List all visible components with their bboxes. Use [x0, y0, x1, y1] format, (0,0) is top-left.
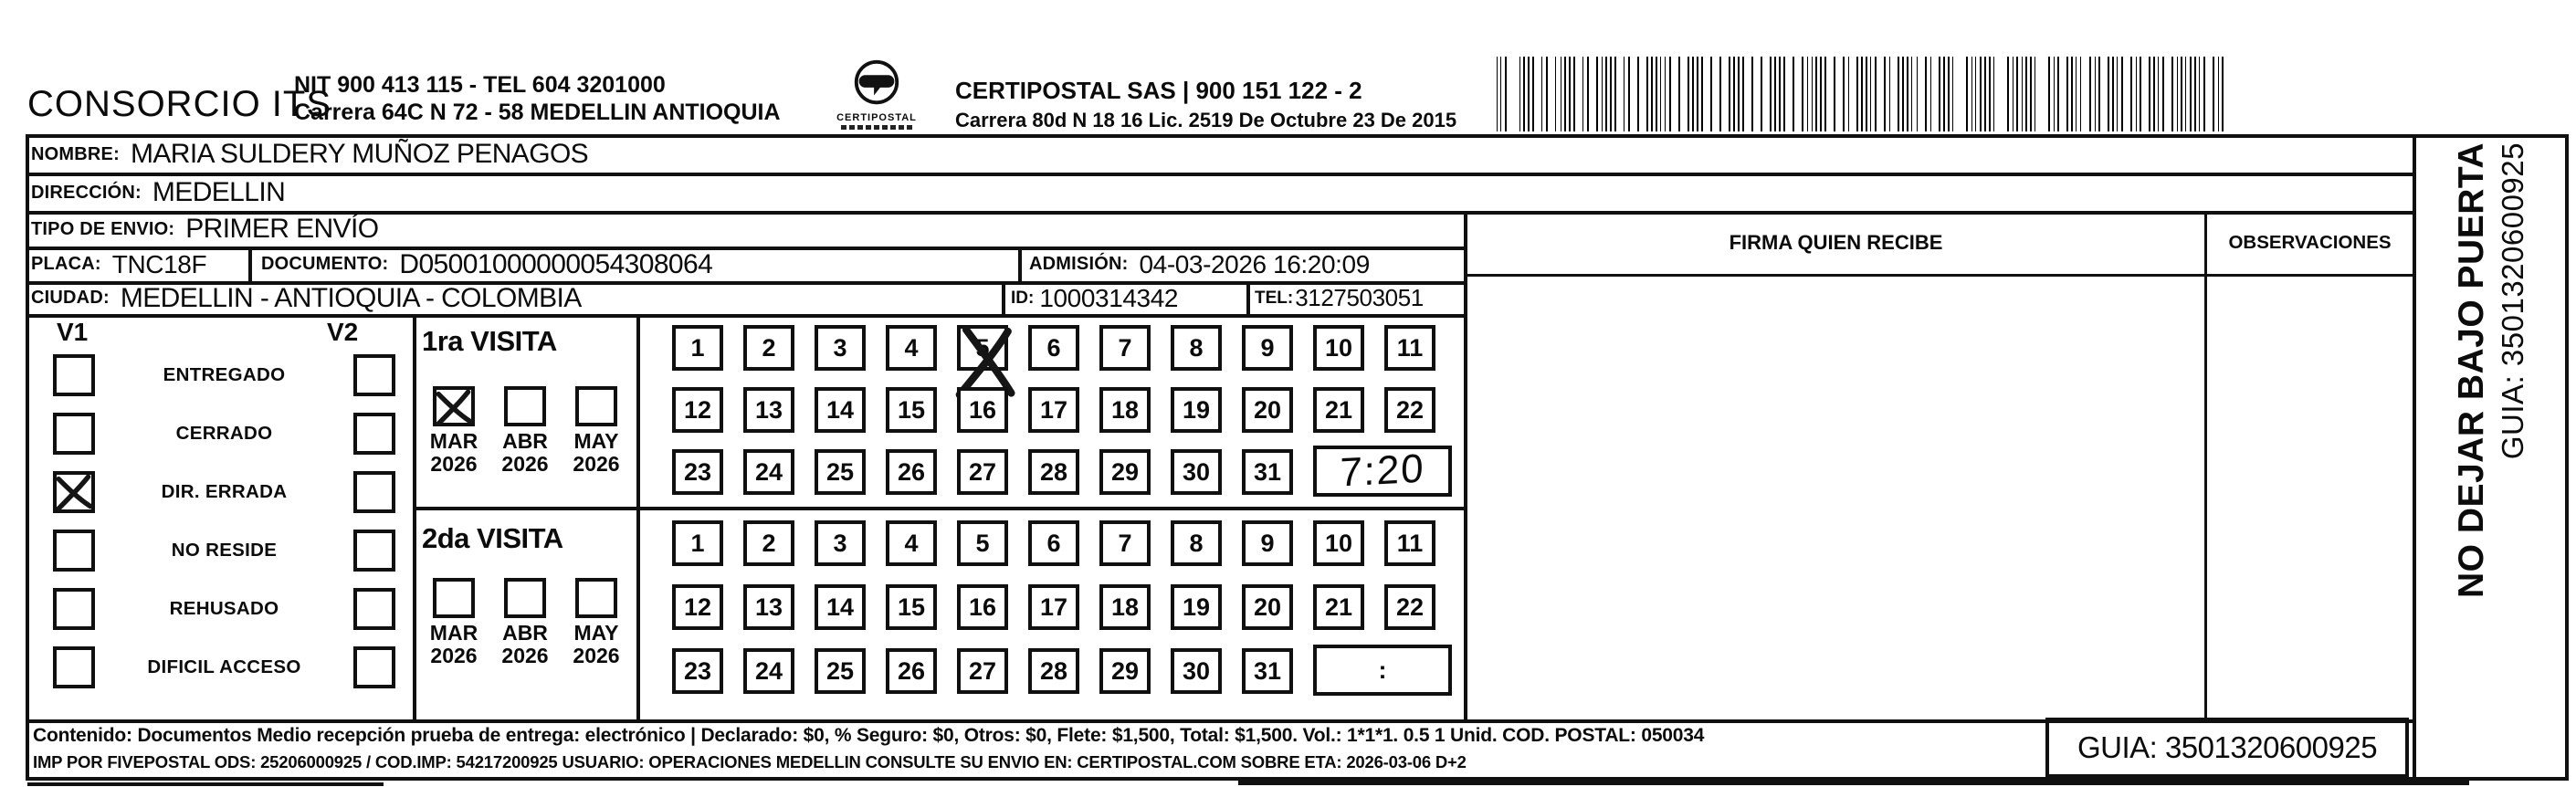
certipostal-line2: Carrera 80d N 18 16 Lic. 2519 De Octubre 23 De 2015: [955, 109, 1457, 131]
v2-checkbox: [353, 354, 395, 396]
calendar-day-cell: [1242, 387, 1293, 433]
company-address-line: Carrera 64C N 72 - 58 MEDELLIN ANTIOQUIA: [294, 100, 781, 125]
calendar-day-number: 26: [897, 656, 926, 685]
calendar-day-number: 25: [825, 457, 855, 486]
time-placeholder: :: [1378, 656, 1387, 684]
month-label: MAR: [429, 429, 478, 453]
calendar-day-number: 7: [1118, 529, 1132, 557]
visit-1-months: [418, 386, 632, 476]
documento-value: D05001000000054308064: [399, 248, 713, 279]
calendar-day-cell: [1242, 648, 1293, 694]
tel-label: TEL:: [1255, 288, 1294, 308]
calendar-day-number: 25: [825, 656, 855, 685]
calendar-day-number: 17: [1039, 593, 1068, 621]
calendar-day-number: 10: [1324, 529, 1353, 557]
month-column: [418, 386, 489, 476]
calendar-day-cell: [886, 387, 937, 433]
status-option-label: ENTREGADO: [163, 364, 286, 385]
handwritten-x-mark: [52, 470, 96, 514]
footer-imp-line: IMP POR FIVEPOSTAL ODS: 25206000925 / COD.IMP: 54217200925 USUARIO: OPERACIONES MEDELLIN CONSULTE SU ENVIO EN: CERTIPOSTAL.COM SOBRE ETA: 2026-03-06 D+2: [33, 752, 1467, 771]
visit-1-title: 1ra VISITA: [422, 325, 557, 357]
month-checkbox: [504, 578, 546, 618]
month-checkbox: [575, 386, 617, 426]
admision-value: 04-03-2026 16:20:09: [1139, 249, 1370, 278]
status-row: [26, 588, 413, 646]
v1-checkbox: [53, 646, 95, 688]
v2-column-label: V2: [327, 318, 359, 346]
visit-2-calendar: [636, 507, 1464, 719]
v1-checkbox: [53, 588, 95, 630]
calendar-day-number: 24: [754, 656, 783, 685]
strip-guia-text: GUIA: 3501320600925: [2495, 142, 2529, 460]
tel-value: 3127503051: [1295, 284, 1424, 311]
direccion-label: DIRECCIÓN:: [31, 182, 142, 203]
admision-label: ADMISIÓN:: [1029, 254, 1129, 274]
calendar-day-cell: [1242, 325, 1293, 371]
calendar-day-number: 18: [1110, 593, 1140, 621]
month-column: [561, 386, 632, 476]
calendar-day-cell: [672, 325, 723, 371]
company-info-block: [294, 71, 781, 126]
calendar-day-number: 12: [683, 395, 712, 424]
v2-checkbox: [353, 588, 395, 630]
calendar-day-cell: [1384, 520, 1435, 566]
border-line: [248, 247, 252, 285]
ciudad-value: MEDELLIN - ANTIOQUIA - COLOMBIA: [120, 282, 582, 313]
month-year: 2026: [430, 452, 478, 476]
month-column: [418, 578, 489, 667]
calendar-day-cell: [1313, 387, 1364, 433]
calendar-day-cell: [743, 584, 794, 630]
month-year: 2026: [430, 644, 478, 667]
documento-cell: [261, 247, 712, 281]
calendar-day-cell: [1028, 387, 1079, 433]
calendar-day-cell: [957, 387, 1008, 433]
placa-value: TNC18F: [111, 249, 207, 278]
certipostal-logo-icon: [850, 98, 903, 113]
status-option-label: DIFICIL ACCESO: [147, 656, 301, 677]
calendar-day-cell: [1028, 648, 1079, 694]
calendar-day-cell: [672, 387, 723, 433]
tipo-envio-value: PRIMER ENVÍO: [185, 214, 379, 244]
visit-1-calendar: [636, 314, 1464, 507]
month-year: 2026: [573, 452, 620, 476]
id-label: ID:: [1011, 288, 1035, 308]
calendar-day-cell: [743, 648, 794, 694]
calendar-day-number: 9: [1260, 529, 1275, 557]
guia-number-box: GUIA: 3501320600925: [2045, 718, 2409, 778]
calendar-day-number: 28: [1039, 457, 1068, 486]
calendar-day-cell: [1384, 387, 1435, 433]
calendar-day-number: 10: [1324, 333, 1353, 362]
calendar-day-number: 31: [1253, 457, 1282, 486]
month-checkbox: [433, 578, 475, 618]
v2-checkbox: [353, 530, 395, 572]
calendar-day-cell: [1028, 520, 1079, 566]
calendar-day-number: 15: [897, 593, 926, 621]
calendar-day-number: 22: [1395, 593, 1425, 621]
side-instruction-strip: [2413, 134, 2569, 781]
calendar-day-number: 1: [690, 333, 705, 362]
scan-artifact-line: [27, 782, 384, 786]
v1-checkbox: [53, 530, 95, 572]
calendar-day-number: 23: [683, 457, 712, 486]
calendar-day-number: 30: [1182, 656, 1211, 685]
calendar-day-number: 8: [1189, 333, 1204, 362]
calendar-day-cell: [743, 449, 794, 495]
status-option-label: DIR. ERRADA: [161, 481, 288, 502]
calendar-day-number: 5: [975, 529, 990, 557]
calendar-day-number: 2: [762, 529, 776, 557]
calendar-day-number: 26: [897, 457, 926, 486]
calendar-day-cell: [672, 449, 723, 495]
month-column: [561, 578, 632, 667]
calendar-day-number: 22: [1395, 395, 1425, 424]
month-year: 2026: [573, 644, 620, 667]
calendar-day-number: 16: [968, 593, 997, 621]
visit-time-box: [1313, 645, 1452, 696]
month-label: ABR: [502, 621, 548, 645]
calendar-day-number: 19: [1182, 593, 1211, 621]
direccion-value: MEDELLIN: [152, 177, 286, 207]
company-name: CONSORCIO ITS: [27, 84, 332, 124]
calendar-day-number: 7: [1118, 333, 1132, 362]
border-line: [1018, 247, 1022, 285]
month-year: 2026: [501, 644, 549, 667]
calendar-day-number: 17: [1039, 395, 1068, 424]
v2-checkbox: [353, 646, 395, 688]
calendar-day-cell: [1171, 325, 1222, 371]
v1-checkbox: [53, 354, 95, 396]
calendar-day-number: 20: [1253, 395, 1282, 424]
calendar-day-cell: [1099, 325, 1151, 371]
logo-tagline-smudge: [841, 125, 912, 130]
calendar-day-number: 6: [1046, 333, 1061, 362]
calendar-day-cell: [957, 648, 1008, 694]
calendar-day-number: 14: [825, 593, 855, 621]
calendar-day-cell: [1313, 520, 1364, 566]
calendar-day-number: 11: [1396, 333, 1424, 362]
calendar-day-cell: [886, 584, 937, 630]
v1-column-label: V1: [57, 318, 89, 346]
calendar-day-cell: [672, 584, 723, 630]
certipostal-logo: [826, 57, 927, 130]
calendar-day-cell: [815, 648, 866, 694]
calendar-day-cell: [815, 520, 866, 566]
id-cell: [1011, 282, 1178, 314]
handwritten-x-mark: [432, 385, 476, 429]
calendar-day-cell: [957, 520, 1008, 566]
calendar-day-cell: [672, 648, 723, 694]
tipo-envio-row: [31, 212, 378, 247]
status-row: [26, 413, 413, 471]
calendar-day-number: 8: [1189, 529, 1204, 557]
calendar-day-cell: [1099, 520, 1151, 566]
status-row: [26, 471, 413, 530]
calendar-day-number: 27: [968, 656, 997, 685]
calendar-day-cell: [815, 325, 866, 371]
calendar-day-number: 15: [897, 395, 926, 424]
visit-time-box: [1313, 446, 1452, 497]
calendar-day-number: 12: [683, 593, 712, 621]
calendar-day-number: 3: [833, 529, 847, 557]
status-row: [26, 646, 413, 705]
status-option-label: CERRADO: [175, 423, 273, 444]
calendar-day-cell: [1099, 584, 1151, 630]
calendar-day-number: 2: [762, 333, 776, 362]
visit-panel-2: [413, 507, 636, 719]
calendar-day-number: 14: [825, 395, 855, 424]
v1-checkbox: [53, 471, 95, 513]
calendar-day-number: 28: [1039, 656, 1068, 685]
calendar-day-number: 13: [754, 593, 783, 621]
calendar-day-cell: [1242, 584, 1293, 630]
scan-artifact-line: [1238, 781, 2469, 785]
calendar-day-number: 1: [690, 529, 705, 557]
id-value: 1000314342: [1039, 283, 1179, 312]
calendar-day-cell: [1171, 387, 1222, 433]
calendar-day-cell: [1028, 449, 1079, 495]
ciudad-cell: [31, 282, 582, 314]
calendar-day-cell: [1384, 325, 1435, 371]
company-nit-line: NIT 900 413 115 - TEL 604 3201000: [294, 72, 666, 98]
calendar-day-number: 4: [904, 333, 919, 362]
calendar-day-cell: [1028, 325, 1079, 371]
tel-cell: [1255, 282, 1424, 314]
calendar-day-number: 29: [1110, 656, 1140, 685]
calendar-day-cell: [1171, 449, 1222, 495]
border-line: [26, 173, 2413, 176]
calendar-day-cell: [1099, 648, 1151, 694]
side-strip-text: [2452, 142, 2530, 772]
certipostal-info-block: [955, 77, 1456, 134]
calendar-day-cell: [815, 449, 866, 495]
calendar-day-number: 19: [1182, 395, 1211, 424]
month-label: MAY: [573, 621, 619, 645]
calendar-day-cell: [1171, 520, 1222, 566]
calendar-day-cell: [1242, 449, 1293, 495]
calendar-day-cell: [886, 648, 937, 694]
calendar-day-number: 18: [1110, 395, 1140, 424]
calendar-day-number: 6: [1046, 529, 1061, 557]
placa-cell: [31, 247, 206, 281]
calendar-day-number: 4: [904, 529, 919, 557]
calendar-day-cell: [743, 325, 794, 371]
month-checkbox: [504, 386, 546, 426]
calendar-day-cell: [1384, 584, 1435, 630]
logo-wordmark: CERTIPOSTAL: [836, 112, 917, 123]
border-line: [1002, 281, 1005, 318]
documento-label: DOCUMENTO:: [261, 254, 389, 274]
border-line: [1246, 281, 1250, 318]
calendar-day-cell: [743, 520, 794, 566]
v1-checkbox: [53, 413, 95, 455]
calendar-day-cell: [815, 387, 866, 433]
status-row: [26, 354, 413, 413]
month-year: 2026: [501, 452, 549, 476]
admision-cell: [1029, 247, 1370, 281]
calendar-day-number: 21: [1324, 395, 1353, 424]
calendar-day-number: 5: [975, 333, 990, 362]
v2-checkbox: [353, 471, 395, 513]
ciudad-label: CIUDAD:: [31, 288, 110, 308]
month-label: MAR: [429, 621, 478, 645]
calendar-day-number: 27: [968, 457, 997, 486]
month-label: MAY: [573, 429, 619, 453]
calendar-day-number: 21: [1324, 593, 1353, 621]
calendar-day-cell: [743, 387, 794, 433]
calendar-day-number: 3: [833, 333, 847, 362]
calendar-day-cell: [1242, 520, 1293, 566]
calendar-day-cell: [1171, 584, 1222, 630]
calendar-day-number: 23: [683, 656, 712, 685]
calendar-day-cell: [1171, 648, 1222, 694]
direccion-row: [31, 174, 285, 211]
visit-2-title: 2da VISITA: [422, 522, 563, 554]
tracking-barcode: [1493, 57, 2224, 131]
calendar-day-number: 11: [1396, 529, 1424, 557]
calendar-day-cell: [1028, 584, 1079, 630]
nombre-value: MARIA SULDERY MUÑOZ PENAGOS: [130, 139, 589, 169]
status-row: [26, 530, 413, 588]
status-option-label: NO RESIDE: [171, 540, 278, 561]
status-option-label: REHUSADO: [169, 598, 279, 619]
calendar-day-cell: [957, 584, 1008, 630]
calendar-day-number: 13: [754, 395, 783, 424]
month-checkbox: [433, 386, 475, 426]
calendar-day-number: 30: [1182, 457, 1211, 486]
no-dejar-bajo-puerta-text: NO DEJAR BAJO PUERTA: [2451, 142, 2491, 599]
calendar-day-cell: [957, 449, 1008, 495]
calendar-day-cell: [886, 520, 937, 566]
handwritten-time: 7:20: [1339, 446, 1426, 496]
calendar-day-number: 24: [754, 457, 783, 486]
calendar-day-cell: [1099, 387, 1151, 433]
calendar-day-number: 29: [1110, 457, 1140, 486]
month-checkbox: [575, 578, 617, 618]
month-column: [489, 578, 561, 667]
firma-header: FIRMA QUIEN RECIBE: [1729, 230, 1943, 254]
nombre-label: NOMBRE:: [31, 143, 120, 164]
calendar-day-cell: [1099, 449, 1151, 495]
calendar-day-cell: [815, 584, 866, 630]
calendar-day-number: 9: [1260, 333, 1275, 362]
month-column: [489, 386, 561, 476]
calendar-day-cell: [886, 325, 937, 371]
status-options: [26, 354, 413, 705]
placa-label: PLACA:: [31, 254, 101, 274]
calendar-day-cell: [1313, 584, 1364, 630]
certipostal-line1: CERTIPOSTAL SAS | 900 151 122 - 2: [955, 77, 1362, 104]
calendar-day-cell: [886, 449, 937, 495]
calendar-day-number: 20: [1253, 593, 1282, 621]
footer-contenido-line: Contenido: Documentos Medio recepción prueba de entrega: electrónico | Declarado: $0, % Seguro: $0, Otros: $0, Flete: $1,500, Total: $1,500. Vol.: 1*1*1. 0.5 1 Unid. COD. POSTAL: 050034: [33, 725, 1705, 746]
calendar-day-cell: [957, 325, 1008, 371]
calendar-day-cell: [1313, 325, 1364, 371]
firma-signature-area: [1467, 277, 2204, 719]
v2-checkbox: [353, 413, 395, 455]
month-label: ABR: [502, 429, 548, 453]
visit-panel-1: [413, 314, 636, 507]
tipo-envio-label: TIPO DE ENVIO:: [31, 218, 175, 239]
calendar-day-number: 31: [1253, 656, 1282, 685]
calendar-day-number: 16: [968, 395, 997, 424]
observaciones-area: [2207, 277, 2413, 719]
visit-2-months: [418, 578, 632, 667]
nombre-row: [31, 136, 588, 173]
observaciones-header: OBSERVACIONES: [2228, 231, 2392, 253]
calendar-day-cell: [672, 520, 723, 566]
